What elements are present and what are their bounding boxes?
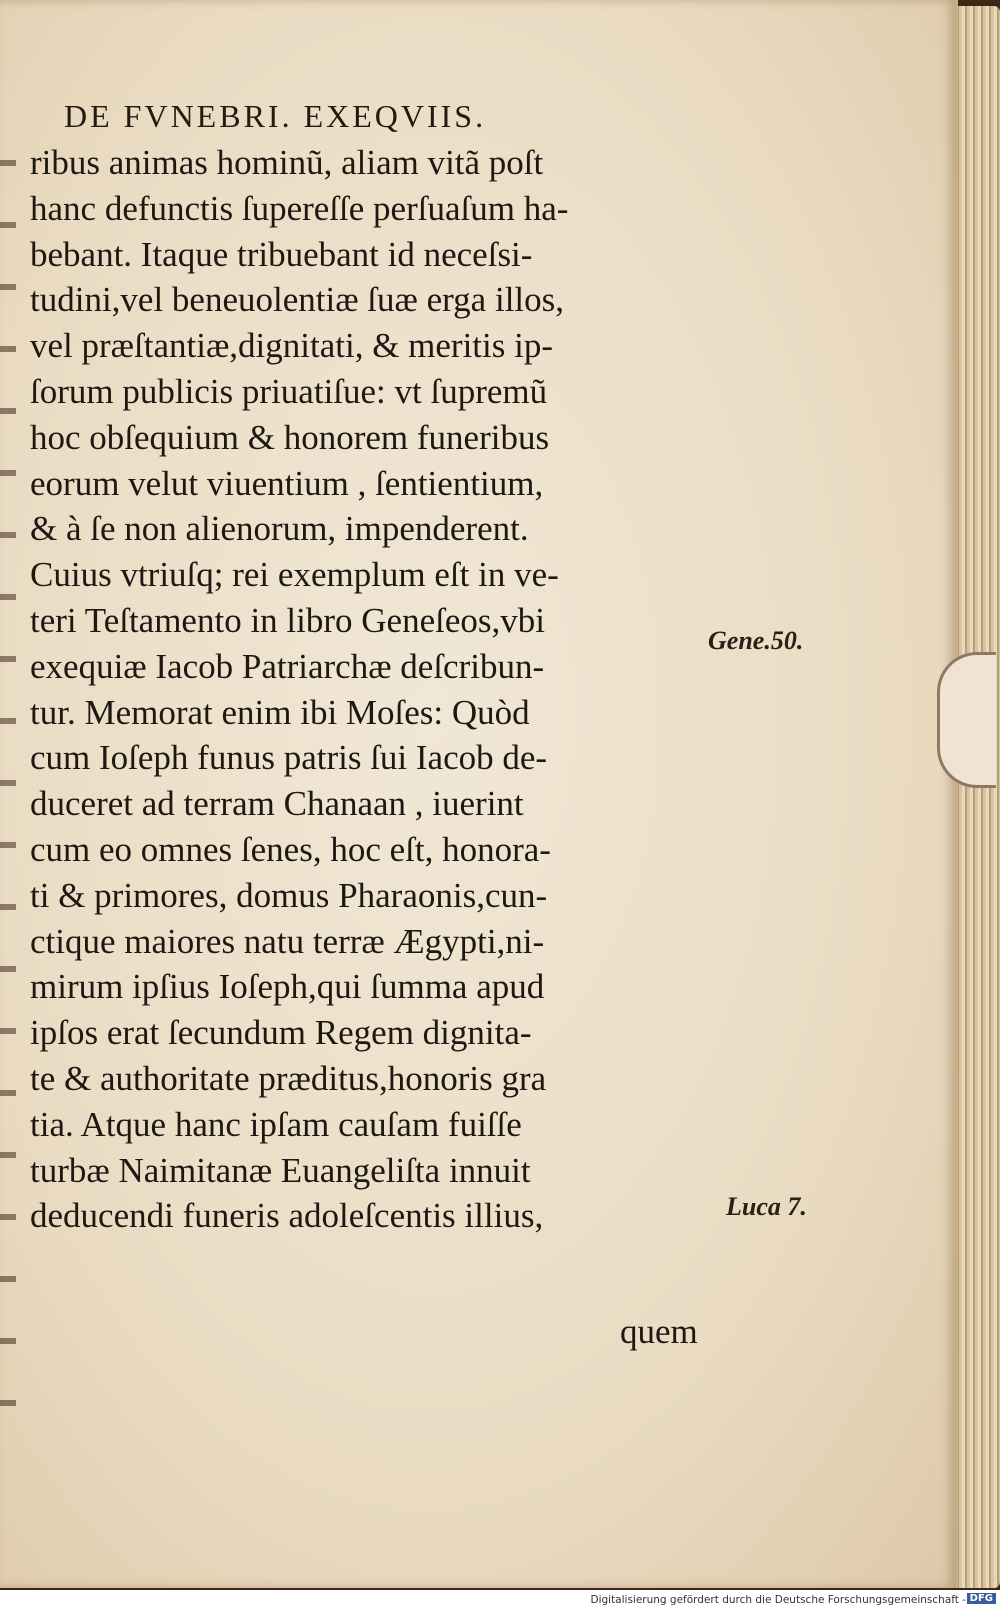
text-line: ti & primores, domus Pharaonis,cun- [30, 875, 548, 915]
text-line: hoc obſequium & honorem funeribus [30, 417, 550, 457]
body-text [30, 140, 730, 1239]
catchword: quem [620, 1312, 698, 1351]
text-line: turbæ Naimitanæ Euangeliſta innuit [30, 1150, 531, 1190]
running-head: DE FVNEBRI. EXEQVIIS. [64, 98, 487, 134]
text-line: & à ſe non alienorum, impenderent. [30, 509, 529, 549]
text-line: ſorum publicis priuatiſue: vt ſupremũ [30, 371, 548, 411]
text-line: mirum ipſius Ioſeph,qui ſumma apud [30, 967, 545, 1007]
text-line: duceret ad terram Chanaan , iuerint [30, 784, 524, 824]
text-line: tia. Atque hanc ipſam cauſam fuiſſe [30, 1104, 522, 1144]
text-line: vel præſtantiæ,dignitati, & meritis ip- [30, 326, 554, 366]
text-line: te & authoritate præditus,honoris gra [30, 1058, 547, 1098]
text-line: tur. Memorat enim ibi Moſes: Quòd [30, 692, 530, 732]
footer-bar [0, 1590, 1000, 1612]
text-line: deducendi funeris adoleſcentis illius, [30, 1196, 544, 1236]
text-line: hanc defunctis ſupereſſe perſuaſum ha- [30, 188, 569, 228]
text-line: ctique maiores natu terræ Ægypti,ni- [30, 921, 545, 961]
text-line: cum Ioſeph funus patris ſui Iacob de- [30, 738, 548, 778]
text-line: eorum velut viuentium , ſentientium, [30, 463, 544, 503]
text-line: ipſos erat ſecundum Regem dignita- [30, 1013, 532, 1053]
marginal-note-genesis: Gene.50. [708, 626, 804, 655]
bleed-through-margin [0, 120, 16, 1420]
marginal-note-luke: Luca 7. [726, 1192, 807, 1221]
page-clip-tab [937, 652, 996, 788]
text-line: teri Teſtamento in libro Geneſeos,vbi [30, 600, 545, 640]
text-line: bebant. Itaque tribuebant id neceſsi- [30, 234, 533, 274]
text-line: exequiæ Iacob Patriarchæ deſcribun- [30, 646, 545, 686]
text-line: Cuius vtriuſq; rei exemplum eſt in ve- [30, 555, 559, 595]
text-line: cum eo omnes ſenes, hoc eſt, honora- [30, 829, 551, 869]
footer-credit: Digitalisierung gefördert durch die Deutsche Forschungsgemeinschaft - [590, 1594, 966, 1606]
text-line: ribus animas hominũ, aliam vitã poſt [30, 143, 544, 182]
dfg-logo: DFG [967, 1593, 996, 1604]
text-line: tudini,vel beneuolentiæ ſuæ erga illos, [30, 280, 565, 320]
